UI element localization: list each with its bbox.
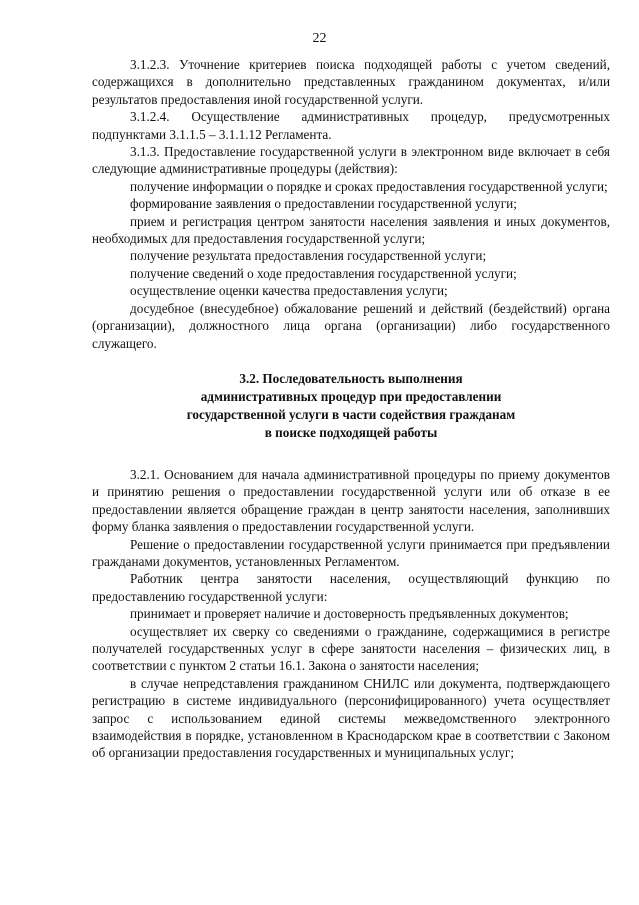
- list-item-status: получение сведений о ходе предоставления государственной услуги;: [130, 265, 517, 281]
- heading-line: 3.2. Последовательность выполнения: [239, 370, 463, 386]
- heading-line: государственной услуги в части содействия гражданам: [186, 406, 516, 422]
- paragraph-worker: Работник центра занятости населения, осуществляющий функцию по предоставлению государственной услуги:: [92, 571, 610, 604]
- list-item-snils-request: в случае непредставления гражданином СНИЛС или документа, подтверждающего регистрацию в системе индивидуального (персонифицированного) учета осуществляет запрос с использованием единой системы межведомственного электронного взаимодействия в порядке, установленном в Краснодарском крае в соответствии с Законом об организации предоставления государственных и муниципальных услуг;: [92, 675, 610, 761]
- list-item-result: получение результата предоставления государственной услуги;: [130, 248, 487, 264]
- paragraph-3-2-1: 3.2.1. Основанием для начала административной процедуры по приему документов и принятию решения о предоставлении государственной услуги или об отказе в ее предоставлении является обращение граждан в центр занятости населения, заполнивших форму бланка заявления о предоставлении государственной услуги.: [92, 466, 610, 535]
- heading-line: в поиске подходящей работы: [264, 424, 438, 440]
- list-item-form: формирование заявления о предоставлении государственной услуги;: [130, 196, 517, 212]
- paragraph-decision: Решение о предоставлении государственной услуги принимается при предъявлении гражданами документов, установленных Регламентом.: [92, 536, 610, 569]
- list-item-appeal: досудебное (внесудебное) обжалование решений и действий (бездействий) органа (организации), должностного лица органа (организации) либо государственного служащего.: [92, 300, 610, 351]
- paragraph-3-1-3: 3.1.3. Предоставление государственной услуги в электронном виде включает в себя следующие административные процедуры (действия):: [92, 144, 610, 177]
- paragraph-3-1-2-3: 3.1.2.3. Уточнение критериев поиска подходящей работы с учетом сведений, содержащихся в дополнительно представленных гражданином документах, и/или результатов предоставления иной государственной услуги.: [92, 57, 610, 107]
- list-item-quality: осуществление оценки качества предоставления услуги;: [130, 283, 448, 299]
- list-item-check-documents: принимает и проверяет наличие и достоверность предъявленных документов;: [130, 606, 569, 622]
- heading-line: административных процедур при предоставлении: [200, 388, 502, 404]
- page-number: 22: [312, 31, 327, 46]
- list-item-register-verify: осуществляет их сверку со сведениями о гражданине, содержащимися в регистре получателей государственных услуг в сфере занятости населения – физических лиц, в соответствии с пунктом 2 статьи 16.1. Закона о занятости населения;: [92, 623, 610, 674]
- document-body: [92, 56, 610, 762]
- paragraph-3-1-2-4: 3.1.2.4. Осуществление административных процедур, предусмотренных подпунктами 3.1.1.5 – 3.1.1.12 Регламента.: [92, 109, 610, 142]
- list-item-registration: прием и регистрация центром занятости населения заявления и иных документов, необходимых для предоставления государственной услуги;: [92, 213, 610, 247]
- section-heading-3-2: [92, 370, 610, 442]
- list-item-info: получение информации о порядке и сроках предоставления государственной услуги;: [130, 178, 608, 194]
